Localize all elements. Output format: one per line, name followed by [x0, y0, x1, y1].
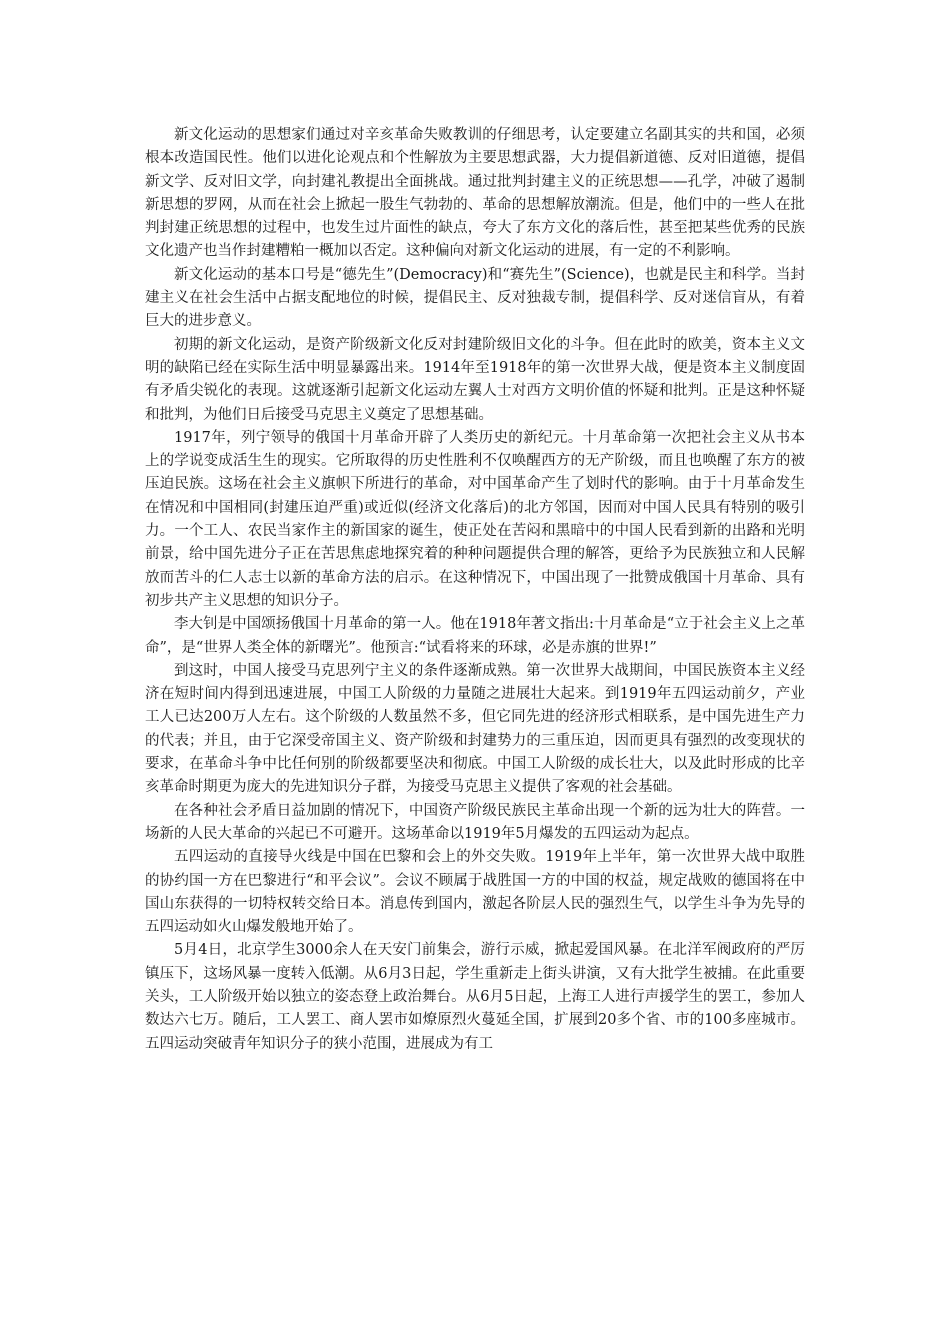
paragraph: 到这时，中国人接受马克思列宁主义的条件逐渐成熟。第一次世界大战期间，中国民族资本主义经济在短时间内得到迅速进展，中国工人阶级的力量随之进展壮大起来。到1919年五四运动前夕，产业工人已达200万人左右。这个阶级的人数虽然不多，但它同先进的经济形式相联系，是中国先进生产力的代表；并且，由于它深受帝国主义、资产阶级和封建势力的三重压迫，因而更具有强烈的改变现状的要求，在革命斗争中比任何别的阶级都要坚决和彻底。中国工人阶级的成长壮大，以及此时形成的比辛亥革命时期更为庞大的先进知识分子群，为接受马克思主义提供了客观的社会基础。 [145, 662, 805, 796]
paragraph: 李大钊是中国颂扬俄国十月革命的第一人。他在1918年著文指出:十月革命是“立于社会主义上之革命”，是“世界人类全体的新曙光”。他预言:“试看将来的环球，必是赤旗的世界!” [145, 616, 805, 656]
paragraph: 1917年，列宁领导的俄国十月革命开辟了人类历史的新纪元。十月革命第一次把社会主义从书本上的学说变成活生生的现实。它所取得的历史性胜利不仅唤醒西方的无产阶级，而且也唤醒了东方的被压迫民族。这场在社会主义旗帜下所进行的革命，对中国革命产生了划时代的影响。由于十月革命发生在情况和中国相同(封建压迫严重)或近似(经济文化落后)的北方邻国，因而对中国人民具有特别的吸引力。一个工人、农民当家作主的新国家的诞生，使正处在苦闷和黑暗中的中国人民看到新的出路和光明前景，给中国先进分子正在苦思焦虑地探究着的种种问题提供合理的解答，更给予为民族独立和人民解放而苦斗的仁人志士以新的革命方法的启示。在这种情况下，中国出现了一批赞成俄国十月革命、具有初步共产主义思想的知识分子。 [145, 429, 805, 609]
paragraph: 初期的新文化运动，是资产阶级新文化反对封建阶级旧文化的斗争。但在此时的欧美，资本主义文明的缺陷已经在实际生活中明显暴露出来。1914年至1918年的第一次世界大战，便是资本主义制度固有矛盾尖锐化的表现。这就逐渐引起新文化运动左翼人士对西方文明价值的怀疑和批判。正是这种怀疑和批判，为他们日后接受马克思主义奠定了思想基础。 [145, 336, 805, 423]
paragraph: 在各种社会矛盾日益加剧的情况下，中国资产阶级民族民主革命出现一个新的远为壮大的阵营。一场新的人民大革命的兴起已不可避开。这场革命以1919年5月爆发的五四运动为起点。 [145, 802, 805, 842]
document-body [145, 124, 805, 1056]
paragraph: 新文化运动的思想家们通过对辛亥革命失败教训的仔细思考，认定要建立名副其实的共和国，必须根本改造国民性。他们以进化论观点和个性解放为主要思想武器，大力提倡新道德、反对旧道德，提倡新文学、反对旧文学，向封建礼教提出全面挑战。通过批判封建主义的正统思想——孔学，冲破了遏制新思想的罗网，从而在社会上掀起一股生气勃勃的、革命的思想解放潮流。但是，他们中的一些人在批判封建正统思想的过程中，也发生过片面性的缺点，夸大了东方文化的落后性，甚至把某些优秀的民族文化遗产也当作封建糟粕一概加以否定。这种偏向对新文化运动的进展，有一定的不利影响。 [145, 127, 805, 260]
paragraph: 5月4日，北京学生3000余人在天安门前集会，游行示威，掀起爱国风暴。在北洋军阀政府的严厉镇压下，这场风暴一度转入低潮。从6月3日起，学生重新走上街头讲演，又有大批学生被捕。在此重要关头，工人阶级开始以独立的姿态登上政治舞台。从6月5日起，上海工人进行声援学生的罢工，参加人数达六七万。随后，工人罢工、商人罢市如燎原烈火蔓延全国，扩展到20多个省、市的100多座城市。五四运动突破青年知识分子的狭小范围，进展成为有工 [145, 942, 805, 1052]
paragraph: 新文化运动的基本口号是“德先生”(Democracy)和“赛先生”(Science)，也就是民主和科学。当封建主义在社会生活中占据支配地位的时候，提倡民主、反对独裁专制，提倡科学、反对迷信盲从，有着巨大的进步意义。 [145, 266, 805, 330]
paragraph: 五四运动的直接导火线是中国在巴黎和会上的外交失败。1919年上半年，第一次世界大战中取胜的协约国一方在巴黎进行“和平会议”。会议不顾属于战胜国一方的中国的权益，规定战败的德国将在中国山东获得的一切特权转交给日本。消息传到国内，激起各阶层人民的强烈生气，以学生斗争为先导的五四运动如火山爆发般地开始了。 [145, 849, 805, 936]
